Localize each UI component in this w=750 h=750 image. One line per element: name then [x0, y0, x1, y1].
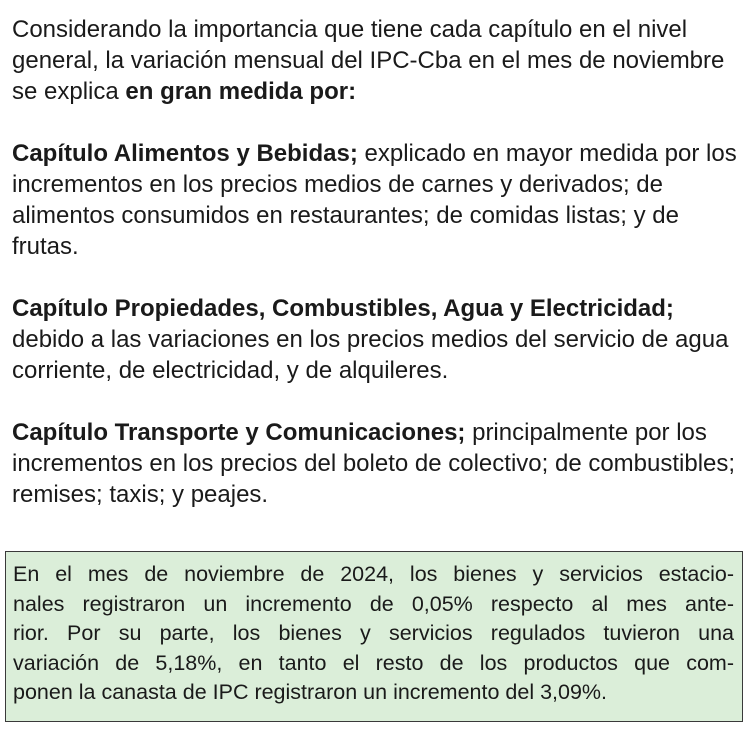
highlight-line: En el mes de noviembre de 2024, los bienes y servicios estacio-: [13, 562, 734, 586]
highlight-line: ponen la canasta de IPC registraron un incremento del 3,09%.: [13, 680, 608, 704]
chapter-title-housing: Capítulo Propiedades, Combustibles, Agua y Electricidad;: [12, 295, 674, 322]
chapter-text-transport: principalmente por los incrementos en los precios del boleto de colectivo; de combustibles; remises; taxis; y peajes.: [12, 419, 736, 508]
chapter-title-food: Capítulo Alimentos y Bebidas;: [12, 140, 358, 167]
intro-text: Considerando la importancia que tiene cada capítulo en el nivel general, la variación mensual del IPC-Cba en el mes de noviembre se explica: [12, 16, 725, 105]
chapter-text-food: explicado en mayor medida por los incrementos en los precios medios de carnes y derivados; de alimentos consumidos en restaurantes; de comidas listas; y de frutas.: [12, 140, 737, 260]
chapter-text-housing: debido a las variaciones en los precios medios del servicio de agua corriente, de electricidad, y de alquileres.: [12, 326, 729, 384]
chapter-paragraph-housing: [12, 293, 742, 386]
intro-bold-text: en gran medida por:: [125, 78, 357, 105]
chapter-title-transport: Capítulo Transporte y Comunicaciones;: [12, 419, 466, 446]
highlight-line: variación de 5,18%, en tanto el resto de los productos que com-: [13, 650, 734, 675]
highlight-box: [5, 551, 743, 722]
chapter-paragraph-transport: [12, 417, 742, 510]
highlight-line: rior. Por su parte, los bienes y servicios regulados tuvieron una: [13, 621, 734, 645]
highlight-line: nales registraron un incremento de 0,05% respecto al mes ante-: [13, 591, 734, 616]
document-body: [12, 14, 742, 510]
intro-paragraph: [12, 14, 742, 107]
chapter-paragraph-food: [12, 138, 742, 262]
